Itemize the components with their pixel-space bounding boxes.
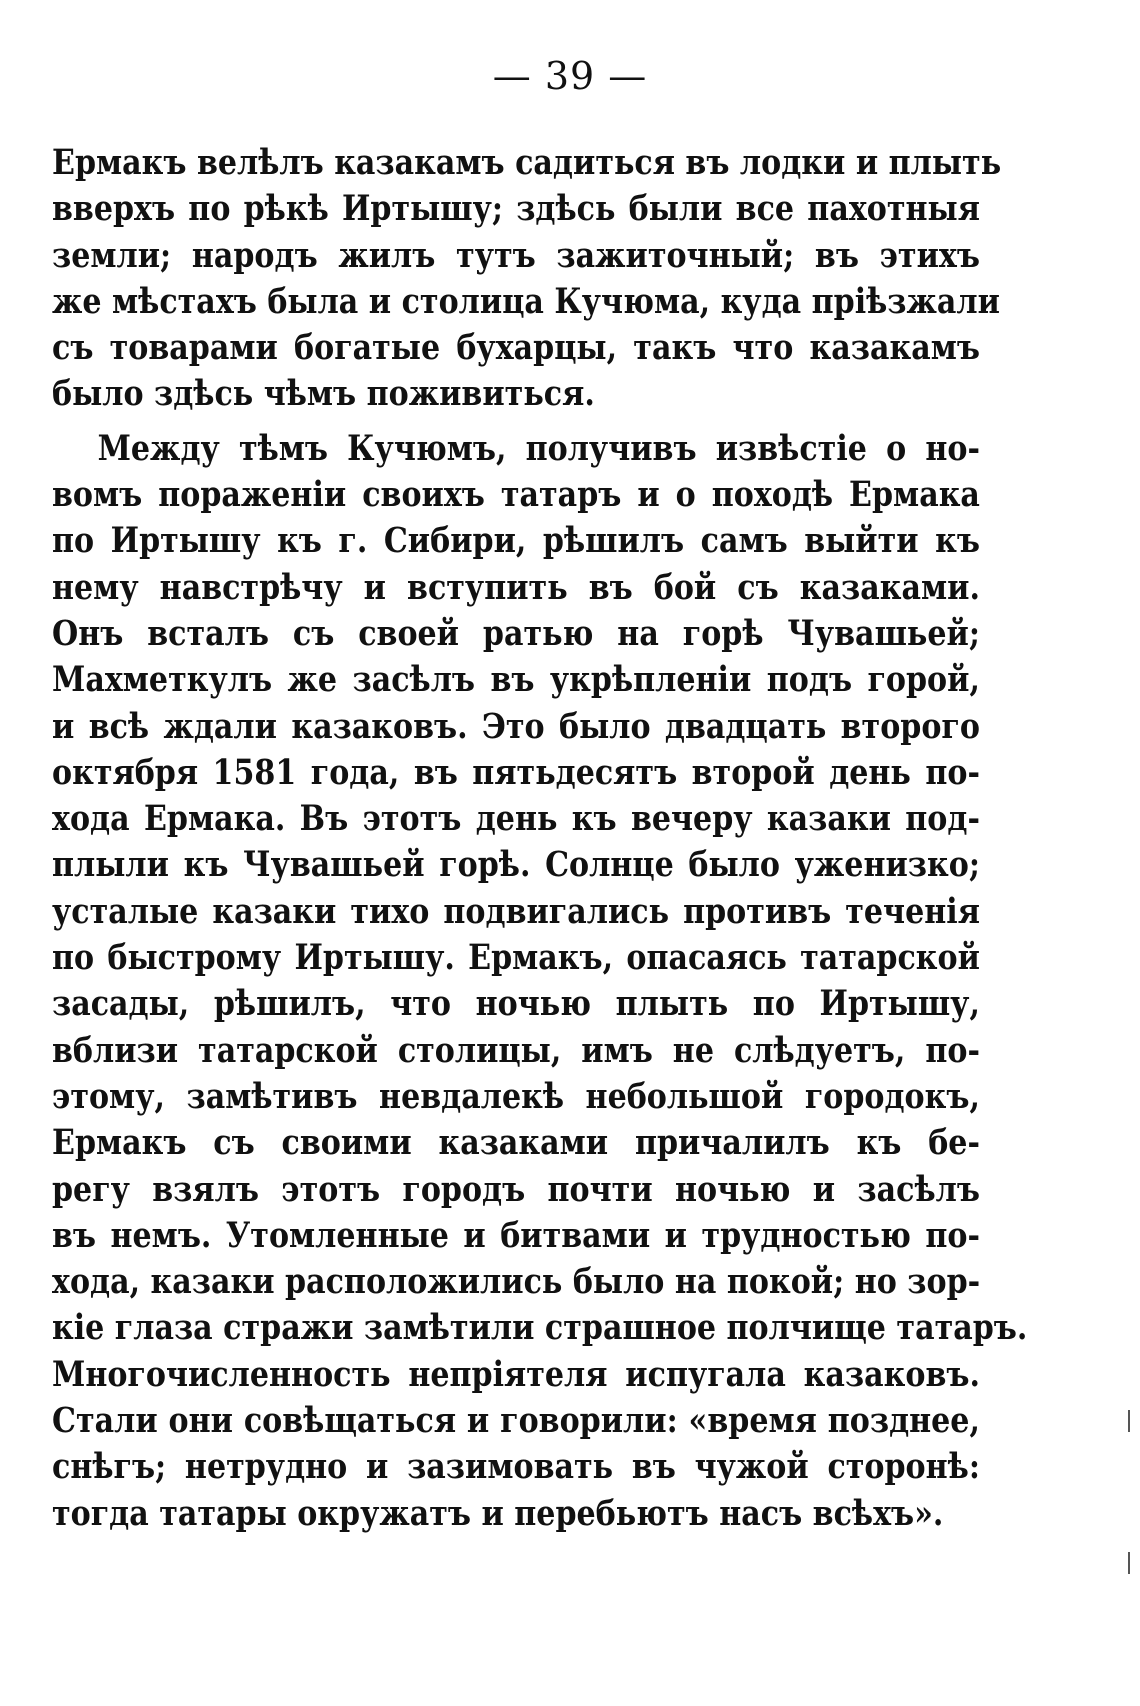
text-line: снѣгъ; нетрудно и зазимовать въ чужой сторонѣ: (52, 1446, 980, 1488)
text-line: плыли къ Чувашьей горѣ. Солнце было уженизко; (52, 844, 980, 886)
text-line: Ермакъ съ своими казаками причалилъ къ бе- (52, 1122, 980, 1164)
text-line: по Иртышу къ г. Сибири, рѣшилъ самъ выйти къ (52, 520, 980, 562)
text-line: хода Ермака. Въ этотъ день къ вечеру казаки под- (52, 798, 980, 840)
text-line: было здѣсь чѣмъ поживиться. (52, 373, 595, 415)
text-line: въ немъ. Утомленные и битвами и трудностью по- (52, 1214, 980, 1256)
text-line: Онъ всталъ съ своей ратью на горѣ Чувашьей; (52, 612, 980, 654)
text-line: тогда татары окружатъ и перебьютъ насъ всѣхъ». (52, 1492, 944, 1534)
text-line: Многочисленность непріятеля испугала казаковъ. (52, 1353, 980, 1395)
text-line: нему навстрѣчу и вступить въ бой съ казаками. (52, 566, 980, 608)
text-line: съ товарами богатые бухарцы, такъ что казакамъ (52, 327, 980, 369)
text-line: же мѣстахъ была и столица Кучюма, куда пріѣзжали (52, 280, 1000, 322)
text-line: этому, замѣтивъ невдалекѣ небольшой городокъ, (52, 1075, 980, 1117)
text-line: засады, рѣшилъ, что ночью плыть по Иртышу, (52, 983, 980, 1025)
text-line: усталые казаки тихо подвигались противъ теченія (52, 890, 980, 932)
text-line: хода, казаки расположились было на покой; но зор- (52, 1261, 981, 1303)
text-line: октября 1581 года, въ пятьдесятъ второй день по- (52, 751, 980, 793)
text-line: регу взялъ этотъ городъ почти ночью и засѣлъ (52, 1168, 980, 1210)
scan-margin-mark (1128, 1410, 1130, 1432)
body-text (52, 140, 1028, 1537)
scan-margin-mark (1128, 1552, 1130, 1574)
text-line: земли; народъ жилъ тутъ зажиточный; въ этихъ (52, 234, 980, 276)
paragraph-gap (52, 418, 980, 426)
text-line: Стали они совѣщаться и говорили: «время позднее, (52, 1400, 980, 1442)
text-line: Между тѣмъ Кучюмъ, получивъ извѣстіе о но- (97, 427, 980, 469)
paragraph-1 (52, 140, 1002, 418)
text-line: по быстрому Иртышу. Ермакъ, опасаясь татарской (52, 937, 980, 979)
text-line: вверхъ по рѣкѣ Иртышу; здѣсь были все пахотныя (52, 188, 980, 230)
text-line: вомъ пораженіи своихъ татаръ и о походѣ Ермака (52, 474, 980, 516)
text-line: и всѣ ждали казаковъ. Это было двадцать второго (52, 705, 980, 747)
page-number: — 39 — (492, 54, 648, 98)
text-line: кіе глаза стражи замѣтили страшное полчище татаръ. (52, 1307, 1028, 1349)
paragraph-2 (52, 426, 1028, 1537)
text-line: вблизи татарской столицы, имъ не слѣдуетъ, по- (52, 1029, 980, 1071)
text-line: Махметкулъ же засѣлъ въ укрѣпленіи подъ горой, (52, 659, 980, 701)
text-line: Ермакъ велѣлъ казакамъ садиться въ лодки и плыть (52, 142, 1002, 183)
